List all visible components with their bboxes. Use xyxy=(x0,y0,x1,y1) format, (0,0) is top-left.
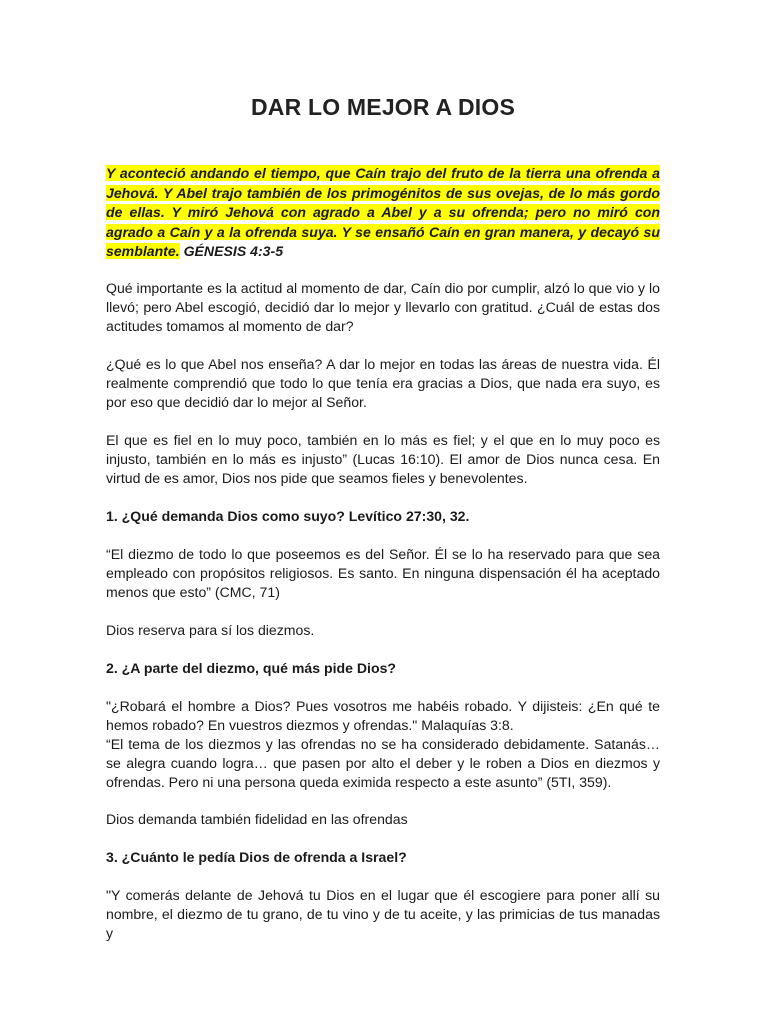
quote-text-a: "¿Robará el hombre a Dios? Pues vosotros me habéis robado. Y dijisteis: ¿En qué te hemos robado? En vuestros diezmos y ofrendas." Malaquías 3:8. xyxy=(106,698,660,733)
answer-text: Dios reserva para sí los diezmos. xyxy=(106,622,315,638)
question-2 xyxy=(106,659,660,678)
epigraph-reference: GÉNESIS 4:3-5 xyxy=(183,243,284,259)
quote-text-b: “El tema de los diezmos y las ofrendas no se ha considerado debidamente. Satanás… se alegra cuando logra… que pasen por alto el deber y le roben a Dios en diezmos y ofrendas. Pero ni una persona queda eximida respecto a este asunto” (5TI, 359). xyxy=(106,736,660,790)
question-3-quote xyxy=(106,886,660,943)
paragraph-text: ¿Qué es lo que Abel nos enseña? A dar lo mejor en todas las áreas de nuestra vida. Él realmente comprendió que todo lo que tenía era gracias a Dios, que nada era suyo, es por eso que decidió dar lo mejor al Señor. xyxy=(106,356,660,410)
answer-text: Dios demanda también fidelidad en las ofrendas xyxy=(106,811,408,827)
paragraph-text: El que es fiel en lo muy poco, también en lo más es fiel; y el que en lo muy poco es injusto, también en lo más es injusto” (Lucas 16:10). El amor de Dios nunca cesa. En virtud de es amor, Dios nos pide que seamos fieles y benevolentes. xyxy=(106,432,660,486)
epigraph-highlighted-text: Y aconteció andando el tiempo, que Caín trajo del fruto de la tierra una ofrenda a Jehová. Y Abel trajo también de los primogénitos de sus ovejas, de lo más gordo de ellas. Y miró Jehová con agrado a Abel y a su ofrenda; pero no miró con agrado a Caín y a la ofrenda suya. Y se ensañó Caín en gran manera, y decayó su semblante. xyxy=(106,165,660,259)
question-heading: 1. ¿Qué demanda Dios como suyo? Levítico 27:30, 32. xyxy=(106,508,470,524)
paragraph-2 xyxy=(106,355,660,412)
question-2-answer xyxy=(106,810,660,829)
quote-text: "Y comerás delante de Jehová tu Dios en el lugar que él escogiere para poner allí su nombre, el diezmo de tu grano, de tu vino y de tu aceite, y las primicias de tus manadas y xyxy=(106,887,660,941)
paragraph-1 xyxy=(106,279,660,336)
paragraph-text: Qué importante es la actitud al momento de dar, Caín dio por cumplir, alzó lo que vio y lo llevó; pero Abel escogió, decidió dar lo mejor y llevarlo con gratitud. ¿Cuál de estas dos actitudes tomamos al momento de dar? xyxy=(106,280,660,334)
epigraph xyxy=(106,164,660,262)
question-1-quote xyxy=(106,545,660,602)
question-heading: 3. ¿Cuánto le pedía Dios de ofrenda a Israel? xyxy=(106,849,407,865)
document-title: DAR LO MEJOR A DIOS xyxy=(250,94,516,120)
question-3 xyxy=(106,848,660,867)
quote-text: “El diezmo de todo lo que poseemos es del Señor. Él se lo ha reservado para que sea empleado con propósitos religiosos. Es santo. En ninguna dispensación él ha aceptado menos que esto” (CMC, 71) xyxy=(106,546,660,600)
question-2-quote xyxy=(106,697,660,792)
paragraph-3 xyxy=(106,431,660,488)
question-heading: 2. ¿A parte del diezmo, qué más pide Dios? xyxy=(106,660,397,676)
question-1 xyxy=(106,507,660,526)
question-1-answer xyxy=(106,621,660,640)
